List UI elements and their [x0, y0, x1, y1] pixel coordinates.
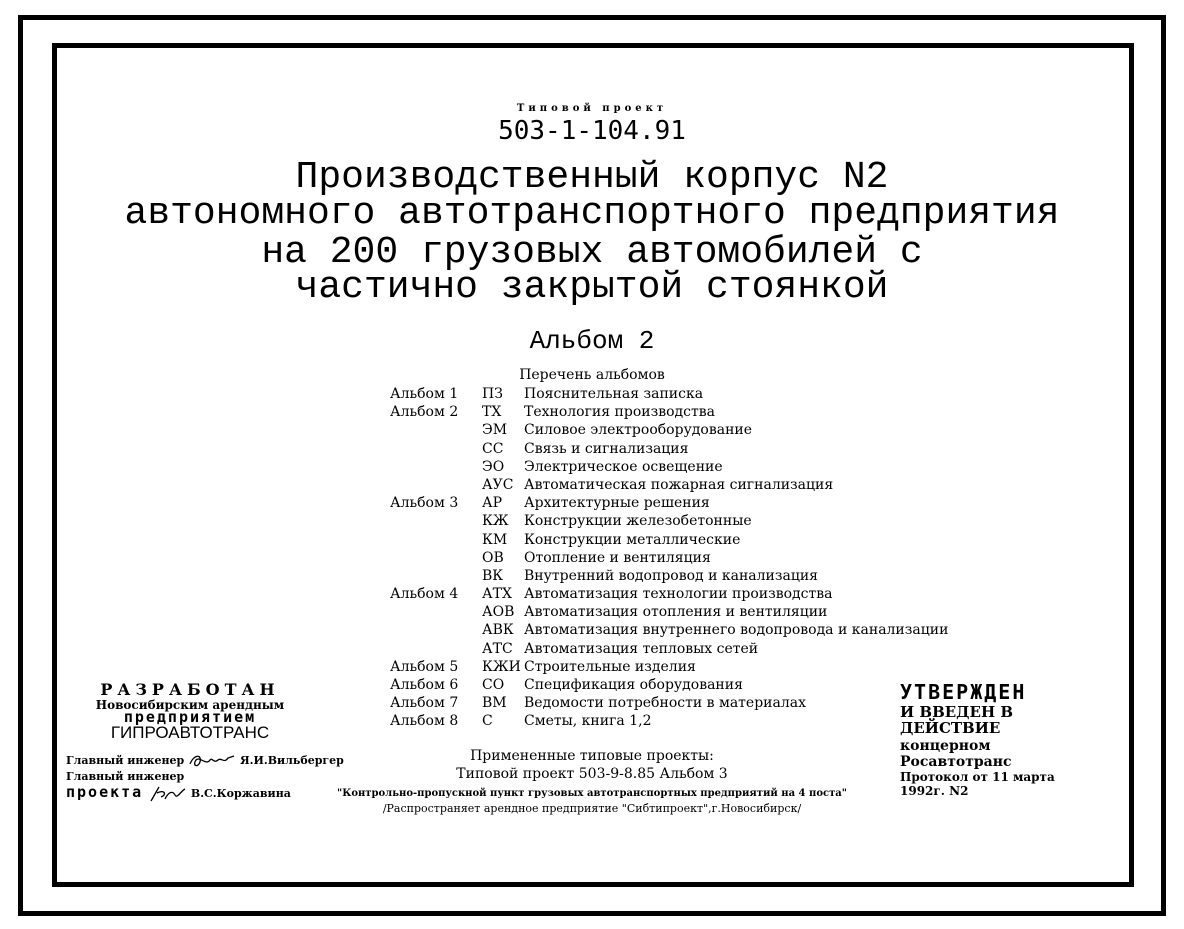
album-section-title: Спецификация оборудования: [524, 677, 743, 693]
album-section-title: Пояснительная записка: [524, 386, 704, 402]
approved-heading: УТВЕРЖДЕН: [900, 680, 1027, 704]
album-section-code: АТХ: [482, 586, 512, 603]
album-section-code: АОВ: [482, 604, 515, 621]
album-number: Альбом 4: [390, 586, 459, 603]
album-section-title: Внутренний водопровод и канализация: [524, 567, 819, 584]
album-number: Альбом 1: [390, 386, 459, 402]
album-section-code: ВК: [482, 567, 504, 584]
applied-project-distributor: /Распространяет арендное предприятие "Сибтипроект",г.Новосибирск/: [382, 802, 802, 815]
album-section-code: КЖИ: [482, 658, 521, 675]
developed-line-1: Новосибирским арендным: [95, 698, 285, 712]
album-section-code: КЖ: [482, 513, 509, 530]
approved-concern: концерном Росавтотранс: [900, 738, 1012, 770]
album-number: Альбом 5: [390, 658, 459, 675]
project-chief-label-1: Главный инженер: [66, 770, 185, 783]
album-number: Альбом 2: [390, 404, 459, 421]
album-section-title: Ведомости потребности в материалах: [524, 695, 806, 712]
album-section-title: Конструкции железобетонные: [524, 513, 752, 530]
album-section-title: Автоматическая пожарная сигнализация: [524, 476, 834, 493]
title-line-4: частично закрытой стоянкой: [295, 266, 889, 309]
title-line-3: на 200 грузовых автомобилей с: [261, 231, 923, 274]
album-section-title: Технология производства: [524, 404, 715, 421]
developed-block: [60, 680, 344, 801]
applied-project: Типовой проект 503-9-8.85 Альбом 3: [456, 766, 728, 782]
approved-subheading: И ВВЕДЕН В ДЕЙСТВИЕ: [900, 703, 1014, 737]
chief-engineer-label: Главный инженер: [66, 754, 185, 767]
approved-protocol: Протокол от 11 марта 1992г. N2: [900, 770, 1055, 798]
album-section-code: АВК: [482, 622, 514, 639]
developed-line-2: предприятием: [123, 708, 257, 726]
album-section-code: ПЗ: [482, 386, 503, 402]
album-section-title: Отопление и вентиляция: [524, 549, 711, 566]
album-section-title: Автоматизация тепловых сетей: [524, 640, 759, 657]
album-number: Альбом 3: [390, 495, 459, 512]
project-chief-label-2: проекта: [66, 783, 144, 801]
album-section-title: Автоматизация внутреннего водопровода и канализации: [524, 622, 949, 639]
album-section-code: ВМ: [482, 695, 507, 712]
developed-heading: РАЗРАБОТАН: [100, 680, 280, 699]
album-section-title: Конструкции металлические: [524, 531, 741, 548]
album-section-code: ЭМ: [482, 422, 508, 439]
applied-project-note: "Контрольно-пропускной пункт грузовых автотранспортных предприятий на 4 поста": [337, 788, 847, 799]
album-section-title: Сметы, книга 1,2: [524, 713, 652, 730]
album-number: Альбом 8: [390, 713, 459, 730]
album-number: Альбом 6: [390, 677, 459, 693]
title-line-2: автономного автотранспортного предприятия: [124, 192, 1060, 235]
album-section-title: Связь и сигнализация: [524, 440, 689, 457]
album-section-code: ТХ: [482, 404, 502, 421]
album-section-code: АУС: [482, 476, 514, 493]
album-section-code: КМ: [482, 531, 508, 548]
developed-organization: ГИПРОАВТОТРАНС: [110, 723, 270, 742]
album-section-code: ОВ: [482, 549, 504, 566]
albums-list-heading: Перечень альбомов: [519, 367, 665, 383]
chief-engineer-name: Я.И.Вильбергер: [239, 754, 344, 767]
album-section-code: ЭО: [482, 458, 505, 475]
current-album: Альбом 2: [529, 326, 655, 356]
album-section-title: Архитектурные решения: [524, 495, 710, 512]
applied-projects-heading: Примененные типовые проекты:: [470, 748, 714, 764]
album-section-title: Силовое электрооборудование: [524, 422, 753, 439]
album-section-code: АР: [482, 495, 503, 512]
album-section-code: АТС: [482, 640, 513, 657]
project-label: Типовой проект: [516, 103, 668, 114]
project-chief-name: В.С.Коржавина: [190, 787, 291, 800]
album-section-title: Автоматизация отопления и вентиляции: [524, 604, 828, 621]
album-number: Альбом 7: [390, 695, 459, 712]
title-line-1: Производственный корпус N2: [295, 156, 889, 199]
album-section-code: СО: [482, 677, 505, 693]
album-section-title: Автоматизация технологии производства: [524, 586, 833, 603]
album-section-code: С: [482, 713, 493, 730]
album-section-title: Строительные изделия: [524, 658, 696, 675]
album-section-title: Электрическое освещение: [524, 458, 723, 475]
project-number: 503-1-104.91: [498, 116, 686, 146]
album-section-code: СС: [482, 440, 504, 457]
